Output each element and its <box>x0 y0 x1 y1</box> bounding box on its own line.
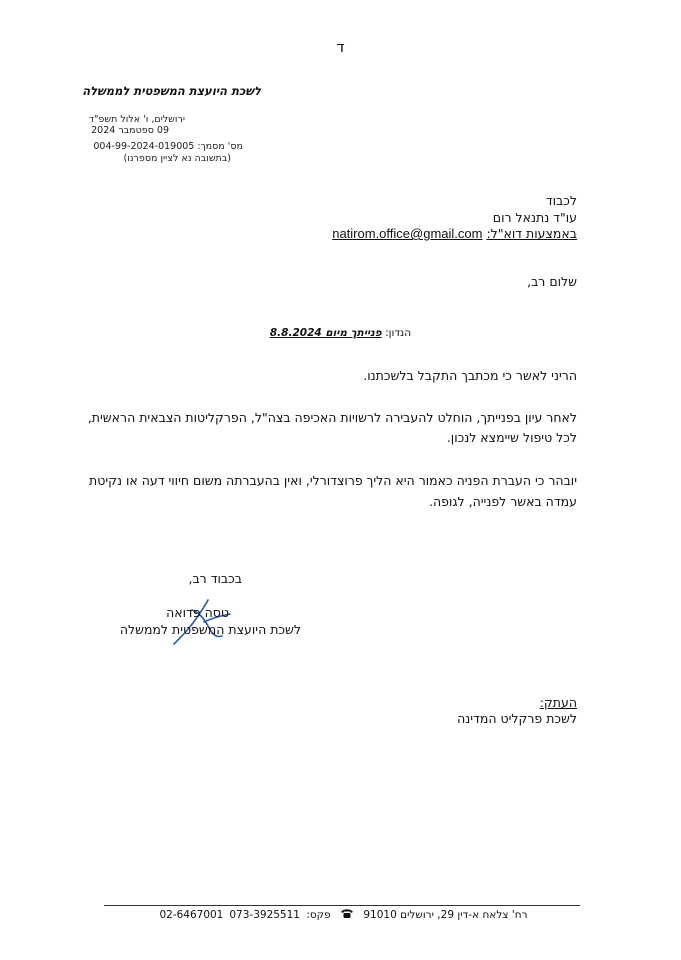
footer <box>104 908 580 921</box>
recipient-honorific: לכבוד <box>545 193 577 208</box>
footer-fax-number: 02-6467001 <box>159 909 224 921</box>
date-hebrew: ירושלים, ו' אלול תשפ"ד <box>88 114 185 125</box>
recipient-name: עו"ד נתנאל רום <box>492 210 577 225</box>
cc-recipient: לשכת פרקליט המדינה <box>457 711 577 726</box>
paragraph-clarification-line2: עמדה באשר לפנייה, לגופה. <box>429 494 577 509</box>
recipient-email-row <box>332 226 577 241</box>
cc-label: העתק: <box>539 695 577 710</box>
office-header: לשכת היועצת המשפטית לממשלה <box>82 84 261 98</box>
reference-note: (בתשובה נא לציין מספרנו) <box>123 153 231 164</box>
signatory-name: טסה פדואה <box>166 605 229 620</box>
subject-line <box>0 327 681 339</box>
document-reference <box>93 141 243 152</box>
footer-fax-label: פקס: <box>306 909 331 921</box>
signature-closing: בכבוד רב, <box>188 571 242 586</box>
paragraph-receipt: הריני לאשר כי מכתבך התקבל בלשכתנו. <box>363 368 577 383</box>
recipient-email-link[interactable]: natirom.office@gmail.com <box>332 226 483 241</box>
subject-value: פנייתך מיום 8.8.2024 <box>269 327 382 339</box>
paragraph-clarification-line1: יובהר כי העברת הפניה כאמור היא הליך פרוצדורלי, ואין בהעברתה משום חיווי דעה או נקיטת <box>89 473 577 488</box>
reference-label: מס' מסמך: <box>197 141 243 152</box>
subject-label: הנדון: <box>385 327 412 339</box>
telephone-icon <box>340 908 354 919</box>
paragraph-referral-line2: לכל טיפול שיימצא לנכון. <box>446 430 577 445</box>
via-email-label: באמצעות דוא"ל: <box>486 226 577 241</box>
page-number: ד <box>336 38 345 56</box>
paragraph-referral-line1: לאחר עיון בפנייתך, הוחלט להעבירה לרשויות האכיפה בצה"ל, הפרקליטות הצבאית הראשית, <box>87 410 577 425</box>
footer-divider <box>104 905 580 906</box>
date-gregorian: 09 ספטמבר 2024 <box>91 125 169 136</box>
footer-phone-number: 073-3925511 <box>229 909 300 921</box>
footer-address: רח' צלאח א-דין 29, ירושלים 91010 <box>363 909 528 921</box>
greeting: שלום רב, <box>527 274 577 289</box>
reference-number: 004-99-2024-019005 <box>93 141 195 152</box>
handwritten-signature <box>168 592 238 650</box>
signatory-office: לשכת היועצת המשפטית לממשלה <box>119 622 301 637</box>
